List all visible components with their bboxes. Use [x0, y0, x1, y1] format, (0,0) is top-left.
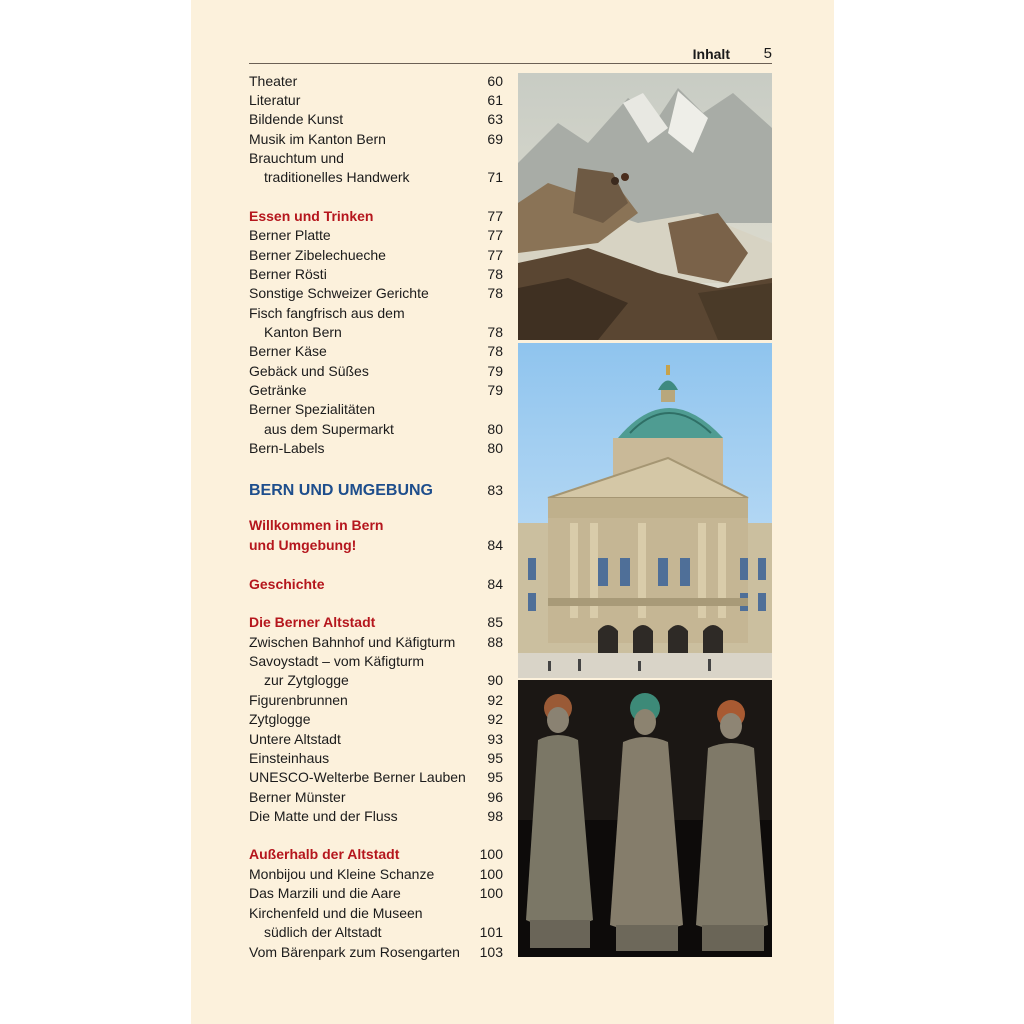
toc-entry-page: 90 — [487, 672, 503, 688]
toc-entry-page: 88 — [487, 634, 503, 650]
mountain-painting-image — [518, 73, 772, 340]
toc-entry — [249, 342, 503, 361]
toc-entry-title: Figurenbrunnen — [249, 692, 348, 708]
toc-entry-title: südlich der Altstadt — [264, 924, 382, 940]
toc-entry-title: aus dem Supermarkt — [264, 421, 394, 437]
toc-entry-title: Kirchenfeld und die Museen — [249, 905, 423, 921]
toc-entry-title: Brauchtum und — [249, 150, 344, 166]
toc-entry-title: Berner Zibelechueche — [249, 247, 386, 263]
toc-entry — [249, 439, 503, 458]
toc-entry-page: 61 — [487, 92, 503, 108]
toc-entry — [249, 730, 503, 749]
toc-entry — [249, 923, 503, 942]
toc-entry — [249, 381, 503, 400]
toc-entry-title: Willkommen in Bern — [249, 517, 384, 533]
toc-entry-title: und Umgebung! — [249, 537, 357, 553]
toc-entry-title: Das Marzili und die Aare — [249, 885, 401, 901]
toc-entry-title: Berner Platte — [249, 227, 331, 243]
toc-entry-title: Getränke — [249, 382, 307, 398]
toc-entry-page: 84 — [487, 537, 503, 553]
toc-entry-page: 95 — [487, 769, 503, 785]
toc-entry — [249, 168, 503, 187]
toc-entry-page: 84 — [487, 576, 503, 592]
toc-entry — [249, 130, 503, 149]
toc-entry — [249, 613, 503, 632]
toc-entry — [249, 710, 503, 729]
toc-entry-title: Bildende Kunst — [249, 111, 344, 127]
toc-entry — [249, 362, 503, 381]
toc-entry — [249, 304, 503, 323]
toc-entry-page: 100 — [479, 866, 503, 882]
toc-entry — [249, 671, 503, 690]
toc-entry-title: traditionelles Handwerk — [264, 169, 410, 185]
toc-entry-title: Kanton Bern — [264, 324, 342, 340]
toc-entry-title: Berner Rösti — [249, 266, 327, 282]
toc-entry-page: 101 — [479, 924, 503, 940]
toc-entry-title: Monbijou und Kleine Schanze — [249, 866, 435, 882]
toc-entry — [249, 845, 503, 864]
toc-entry — [249, 400, 503, 419]
toc-entry-title: Zwischen Bahnhof und Käfigturm — [249, 634, 456, 650]
toc-entry — [249, 575, 503, 594]
toc-entry-title: Bern-Labels — [249, 440, 325, 456]
toc-entry-page: 98 — [487, 808, 503, 824]
toc-entry-title: Literatur — [249, 92, 301, 108]
toc-entry-title: BERN UND UMGEBUNG — [249, 482, 433, 499]
toc-entry — [249, 110, 503, 129]
toc-entry — [249, 788, 503, 807]
toc-entry — [249, 652, 503, 671]
toc-entry — [249, 943, 503, 962]
toc-entry-page: 78 — [487, 324, 503, 340]
toc-entry — [249, 904, 503, 923]
toc-entry — [249, 768, 503, 787]
toc-entry-title: Sonstige Schweizer Gerichte — [249, 285, 429, 301]
toc-entry-page: 83 — [487, 482, 503, 498]
toc-entry-page: 69 — [487, 131, 503, 147]
toc-entry-page: 63 — [487, 111, 503, 127]
toc-entry — [249, 323, 503, 342]
toc-entry — [249, 207, 503, 226]
toc-entry-page: 93 — [487, 731, 503, 747]
toc-entry-title: Die Matte und der Fluss — [249, 808, 398, 824]
toc-entry-title: Berner Käse — [249, 343, 327, 359]
toc-entry-page: 77 — [487, 247, 503, 263]
toc-entry — [249, 865, 503, 884]
toc-entry-page: 100 — [479, 846, 503, 862]
toc-entry-page: 103 — [479, 944, 503, 960]
running-header — [249, 45, 772, 64]
toc-entry-title: Berner Münster — [249, 789, 346, 805]
toc-entry-page: 79 — [487, 382, 503, 398]
toc-entry — [249, 226, 503, 245]
toc-entry-title: UNESCO-Welterbe Berner Lauben — [249, 769, 466, 785]
toc-entry-title: Gebäck und Süßes — [249, 363, 369, 379]
toc-entry-title: Theater — [249, 73, 298, 89]
toc-entry — [249, 91, 503, 110]
toc-entry-page: 78 — [487, 266, 503, 282]
toc-entry-title: Essen und Trinken — [249, 208, 374, 224]
toc-entry-page: 78 — [487, 343, 503, 359]
toc-entry — [249, 149, 503, 168]
toc-entry — [249, 516, 503, 535]
toc-entry — [249, 284, 503, 303]
toc-entry — [249, 265, 503, 284]
toc-entry-title: Fisch fangfrisch aus dem — [249, 305, 405, 321]
toc-entry-title: Vom Bärenpark zum Rosengarten — [249, 944, 460, 960]
toc-entry — [249, 420, 503, 439]
toc-entry-title: Zytglogge — [249, 711, 311, 727]
toc-entry — [249, 749, 503, 768]
toc-entry-page: 80 — [487, 440, 503, 456]
toc-entry-page: 92 — [487, 711, 503, 727]
toc-entry-page: 100 — [479, 885, 503, 901]
statues-image — [518, 680, 772, 957]
federal-palace-image — [518, 343, 772, 678]
toc-entry — [249, 633, 503, 652]
toc-entry-page: 77 — [487, 208, 503, 224]
toc-entry — [249, 807, 503, 826]
toc-entry-page: 80 — [487, 421, 503, 437]
toc-entry-title: Einsteinhaus — [249, 750, 330, 766]
toc-entry-page: 60 — [487, 73, 503, 89]
toc-entry — [249, 481, 503, 500]
toc-entry-page: 78 — [487, 285, 503, 301]
toc-entry — [249, 884, 503, 903]
header-title: Inhalt — [692, 46, 730, 62]
toc-entry-title: zur Zytglogge — [264, 672, 349, 688]
toc-entry-title: Außerhalb der Altstadt — [249, 846, 400, 862]
toc-entry-title: Geschichte — [249, 576, 325, 592]
toc-entry-page: 92 — [487, 692, 503, 708]
toc-entry-page: 79 — [487, 363, 503, 379]
toc-entry — [249, 536, 503, 555]
toc-entry-page: 71 — [487, 169, 503, 185]
toc-entry — [249, 72, 503, 91]
page-number: 5 — [763, 45, 772, 62]
toc-entry-page: 77 — [487, 227, 503, 243]
toc-entry-title: Berner Spezialitäten — [249, 401, 376, 417]
toc-entry — [249, 246, 503, 265]
toc-entry-page: 95 — [487, 750, 503, 766]
toc-entry-page: 96 — [487, 789, 503, 805]
toc-entry-title: Die Berner Altstadt — [249, 614, 376, 630]
toc-entry-title: Untere Altstadt — [249, 731, 341, 747]
toc-entry — [249, 691, 503, 710]
toc-entry-title: Musik im Kanton Bern — [249, 131, 386, 147]
toc-entry-page: 85 — [487, 614, 503, 630]
toc-entry-title: Savoystadt – vom Käfigturm — [249, 653, 425, 669]
